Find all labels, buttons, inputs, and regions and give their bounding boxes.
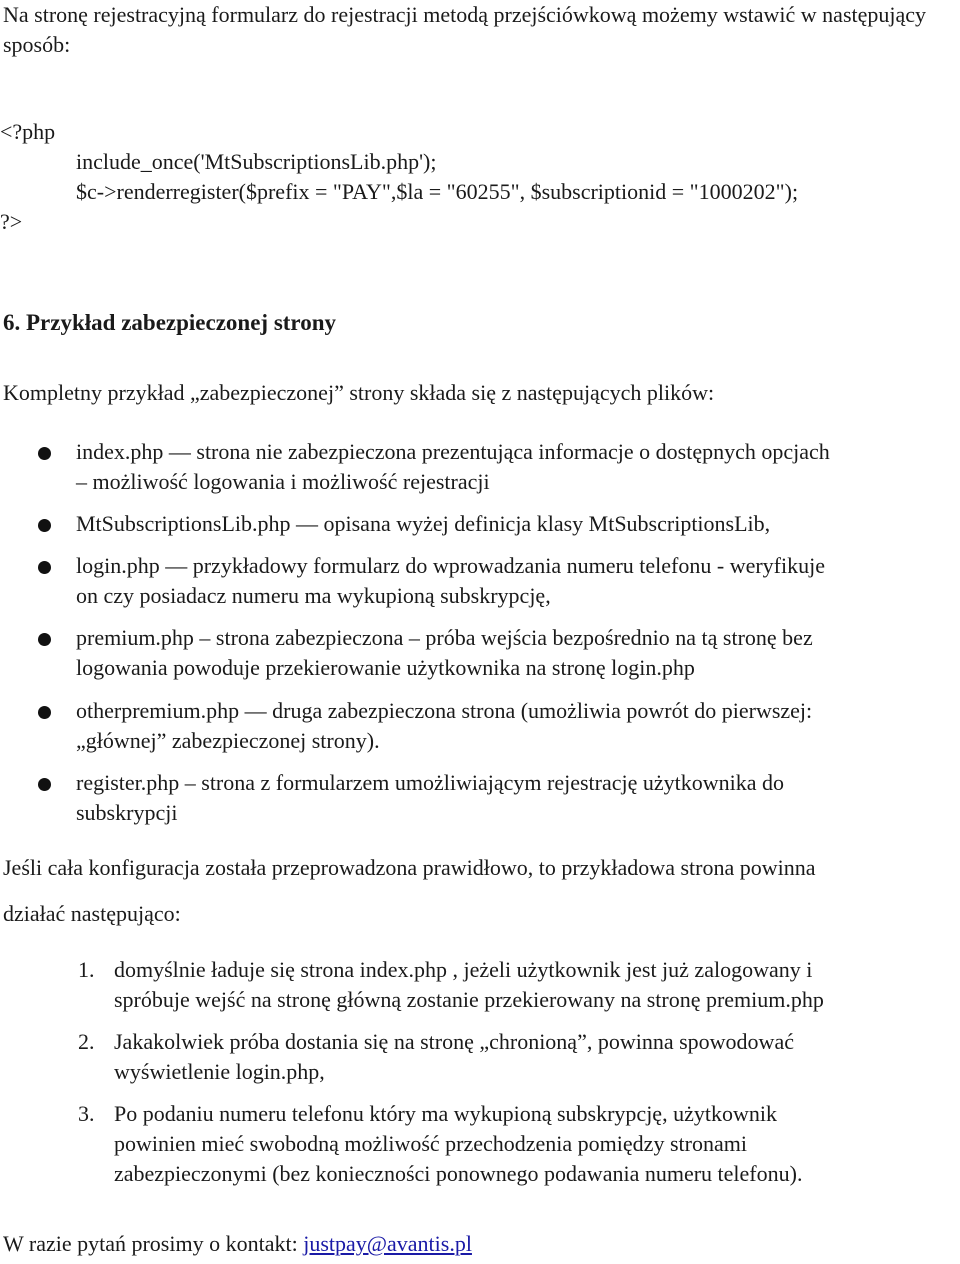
config-paragraph-line1: Jeśli cała konfiguracja została przeprowadzona prawidłowo, to przykładowa strona powinna [3, 855, 816, 880]
file-desc-line: – możliwość logowania i możliwość rejestracji [76, 469, 490, 494]
code-include-line: include_once('MtSubscriptionsLib.php'); [76, 149, 437, 174]
file-desc-line: MtSubscriptionsLib.php — opisana wyżej definicja klasy MtSubscriptionsLib, [76, 511, 771, 536]
bullet-icon [38, 519, 51, 532]
bullet-icon [38, 561, 51, 574]
step-text-line: wyświetlenie login.php, [114, 1059, 325, 1084]
file-desc-line: subskrypcji [76, 800, 178, 825]
section-heading: 6. Przykład zabezpieczonej strony [3, 310, 337, 335]
file-desc-line: login.php — przykładowy formularz do wprowadzania numeru telefonu - weryfikuje [76, 553, 825, 578]
section-lead: Kompletny przykład „zabezpieczonej” strony składa się z następujących plików: [3, 380, 715, 405]
step-text-line: spróbuje wejść na stronę główną zostanie przekierowany na stronę premium.php [114, 987, 824, 1012]
step-text-line: zabezpieczonymi (bez konieczności ponownego podawania numeru telefonu). [114, 1161, 803, 1186]
bullet-icon [38, 633, 51, 646]
file-desc-line: „głównej” zabezpieczonej strony). [76, 728, 380, 753]
bullet-icon [38, 706, 51, 719]
intro-paragraph: Na stronę rejestracyjną formularz do rejestracji metodą przejściówkową możemy wstawić w następujący sposób: [3, 2, 927, 57]
step-number: 3. [78, 1101, 95, 1126]
step-text-line: domyślnie ładuje się strona index.php , jeżeli użytkownik jest już zalogowany i [114, 957, 813, 982]
contact-line [3, 1229, 472, 1259]
file-desc-line: on czy posiadacz numeru ma wykupioną subskrypcję, [76, 583, 551, 608]
file-desc-line: logowania powoduje przekierowanie użytkownika na stronę login.php [76, 655, 695, 680]
code-open-tag: <?php [0, 119, 56, 144]
step-text-line: powinien mieć swobodną możliwość przechodzenia pomiędzy stronami [114, 1131, 747, 1156]
file-desc-line: register.php – strona z formularzem umożliwiającym rejestrację użytkownika do [76, 770, 785, 795]
bullet-icon [38, 447, 51, 460]
file-desc-line: index.php — strona nie zabezpieczona prezentująca informacje o dostępnych opcjach [76, 439, 830, 464]
contact-email-link[interactable]: justpay@avantis.pl [303, 1231, 472, 1256]
step-text-line: Po podaniu numeru telefonu który ma wykupioną subskrypcję, użytkownik [114, 1101, 777, 1126]
code-close-tag: ?> [0, 209, 23, 234]
contact-text: W razie pytań prosimy o kontakt: [3, 1231, 304, 1256]
step-number: 1. [78, 957, 95, 982]
config-paragraph-line2: działać następująco: [3, 901, 181, 926]
code-render-line: $c->renderregister($prefix = "PAY",$la = "60255", $subscriptionid = "1000202"); [76, 179, 799, 204]
step-number: 2. [78, 1029, 95, 1054]
step-text-line: Jakakolwiek próba dostania się na stronę „chronioną”, powinna spowodować [114, 1029, 794, 1054]
file-desc-line: premium.php – strona zabezpieczona – próba wejścia bezpośrednio na tą stronę bez [76, 625, 813, 650]
bullet-icon [38, 778, 51, 791]
file-desc-line: otherpremium.php — druga zabezpieczona strona (umożliwia powrót do pierwszej: [76, 698, 813, 723]
